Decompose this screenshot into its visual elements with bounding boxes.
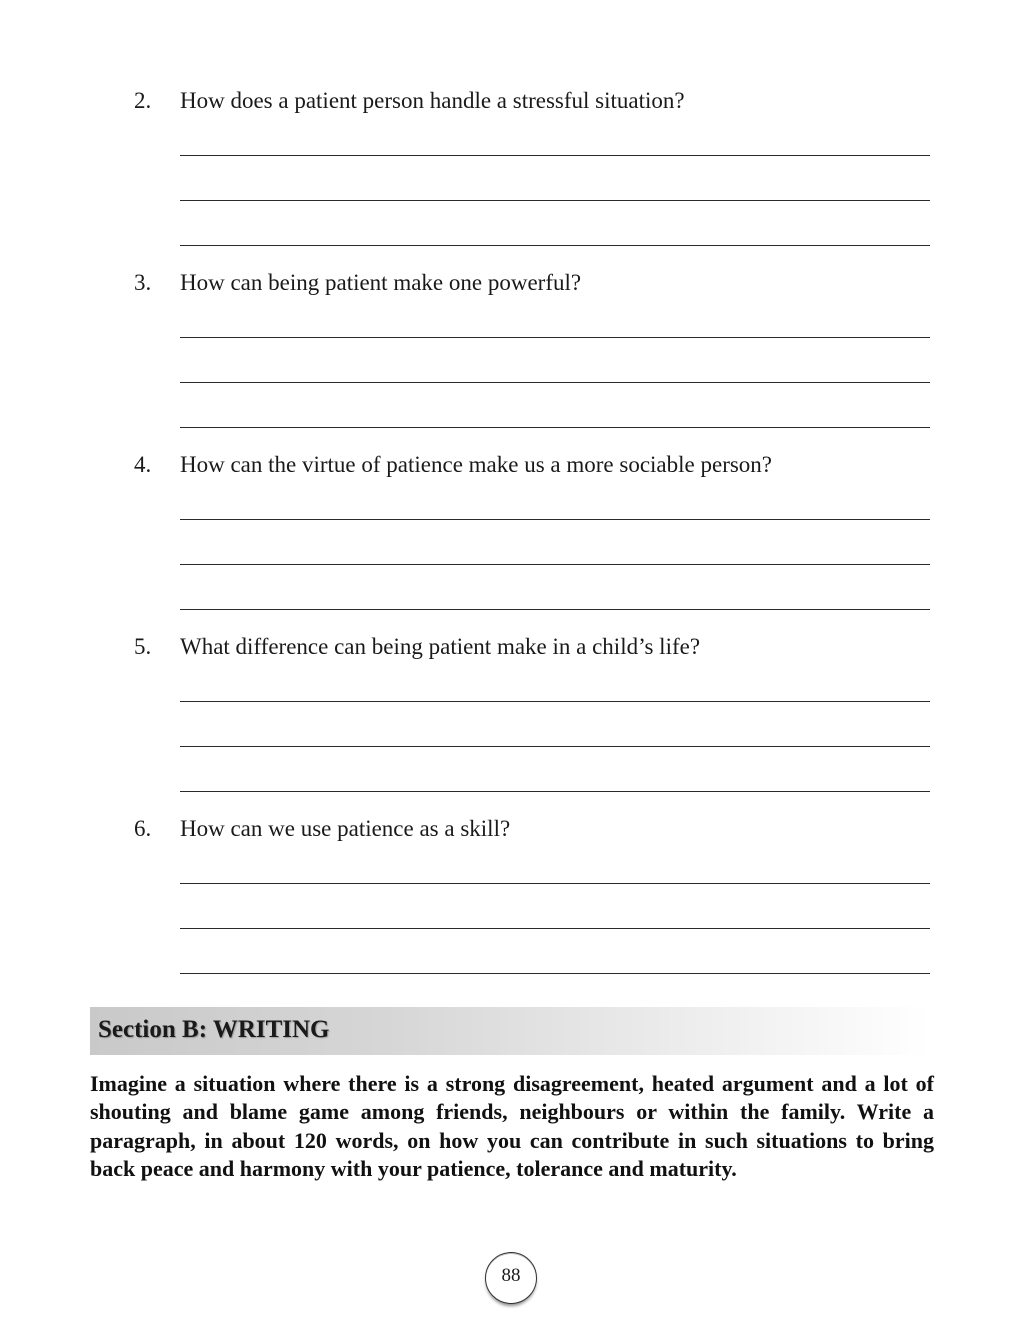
answer-line[interactable]	[180, 746, 930, 747]
question-text: How does a patient person handle a stressful situation?	[180, 88, 685, 113]
section-title: Section B: WRITING	[98, 1016, 330, 1043]
section-b-header	[90, 1007, 930, 1055]
answer-line[interactable]	[180, 519, 930, 520]
question-number: 2.	[134, 88, 152, 113]
question-number: 3.	[134, 270, 152, 295]
page-number: 88	[501, 1265, 521, 1286]
answer-line[interactable]	[180, 200, 930, 201]
question-number: 4.	[134, 452, 152, 477]
answer-line[interactable]	[180, 701, 930, 702]
question-text: How can we use patience as a skill?	[180, 816, 511, 841]
answer-line[interactable]	[180, 427, 930, 428]
answer-line[interactable]	[180, 245, 930, 246]
question-text: How can the virtue of patience make us a more sociable person?	[180, 452, 773, 477]
answer-line[interactable]	[180, 973, 930, 974]
writing-prompt: Imagine a situation where there is a strong disagreement, heated argument and a lot of shouting and blame game among friends, neighbours or within the family. Write a paragraph, in about 120 words, on how you can contribute in such situations to bring back peace and harmony with your patience, tolerance and maturity.	[90, 1071, 934, 1181]
answer-line[interactable]	[180, 609, 930, 610]
question-number: 5.	[134, 634, 152, 659]
answer-line[interactable]	[180, 791, 930, 792]
answer-line[interactable]	[180, 564, 930, 565]
answer-line[interactable]	[180, 337, 930, 338]
answer-line[interactable]	[180, 382, 930, 383]
question-text: What difference can being patient make in a child’s life?	[180, 634, 701, 659]
question-text: How can being patient make one powerful?	[180, 270, 582, 295]
answer-line[interactable]	[180, 883, 930, 884]
page-number-badge	[485, 1252, 537, 1304]
question-number: 6.	[134, 816, 152, 841]
answer-line[interactable]	[180, 155, 930, 156]
answer-line[interactable]	[180, 928, 930, 929]
